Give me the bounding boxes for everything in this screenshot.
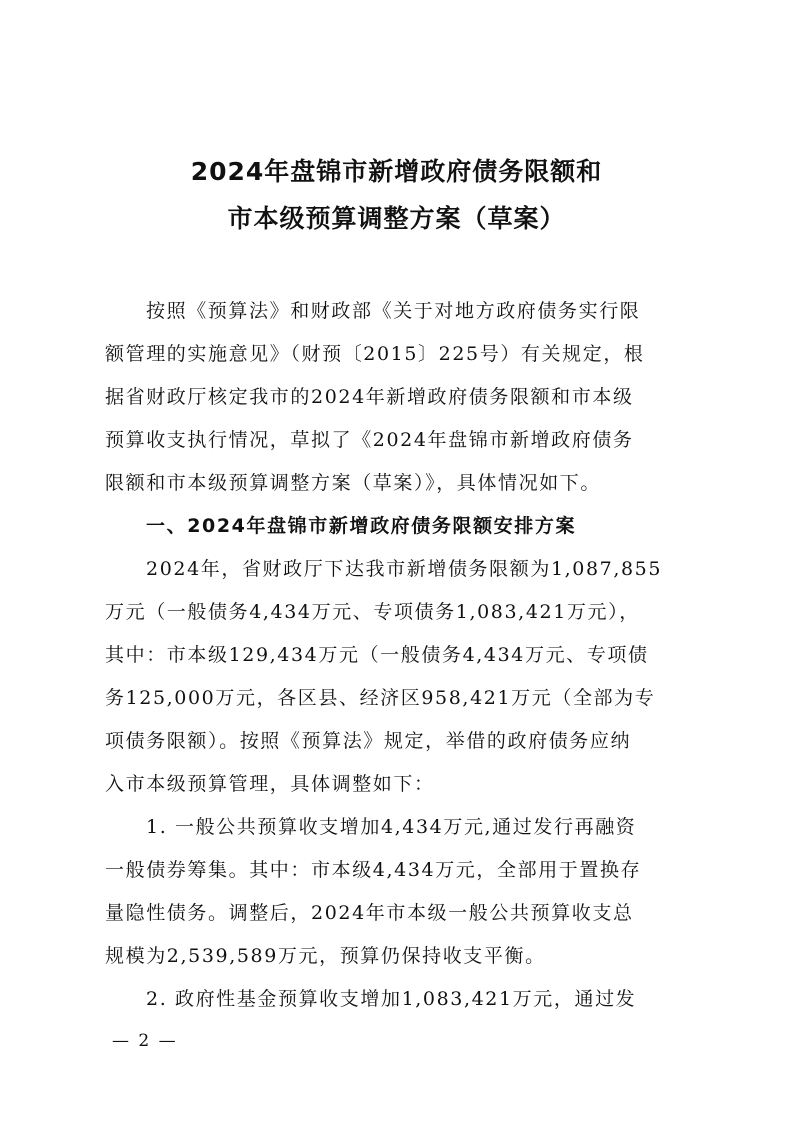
body-line: 限额和市本级预算调整方案（草案）》，具体情况如下。 [105,472,602,494]
document-title-line-2: 市本级预算调整方案（草案） [227,204,566,233]
body-line: 一般债券筹集。其中：市本级4,434万元，全部用于置换存 [105,859,642,881]
body-line: 项债务限额）。按照《预算法》规定，举借的政府债务应纳 [105,730,632,752]
body-line: 按照《预算法》和财政部《关于对地方政府债务实行限 [146,300,641,322]
body-line: 量隐性债务。调整后，2024年市本级一般公共预算收支总 [105,902,634,924]
body-line: 规模为2,539,589万元，预算仍保持收支平衡。 [105,945,546,967]
body-line: 万元（一般债务4,434万元、专项债务1,083,421万元）， [105,601,640,623]
page-number: — 2 — [112,1031,178,1051]
body-line: 入市本级预算管理，具体调整如下： [105,773,435,795]
body-line: 务125,000万元，各区县、经济区958,421万元（全部为专 [105,687,656,709]
body-line: 2. 政府性基金预算收支增加1,083,421万元，通过发 [146,988,637,1010]
body-line: 据省财政厅核定我市的2024年新增政府债务限额和市本级 [105,386,634,408]
document-title-line-1: 2024年盘锦市新增政府债务限额和 [190,157,603,186]
body-line: 预算收支执行情况，草拟了《2024年盘锦市新增政府债务 [105,429,634,451]
body-line: 额管理的实施意见》（财预〔2015〕225号）有关规定，根 [105,343,645,365]
body-line: 其中：市本级129,434万元（一般债务4,434万元、专项债 [105,644,649,666]
body-line: 2024年，省财政厅下达我市新增债务限额为1,087,855 [146,558,663,580]
body-line: 1. 一般公共预算收支增加4,434万元,通过发行再融资 [146,816,637,838]
section-heading: 一、2024年盘锦市新增政府债务限额安排方案 [146,515,577,537]
